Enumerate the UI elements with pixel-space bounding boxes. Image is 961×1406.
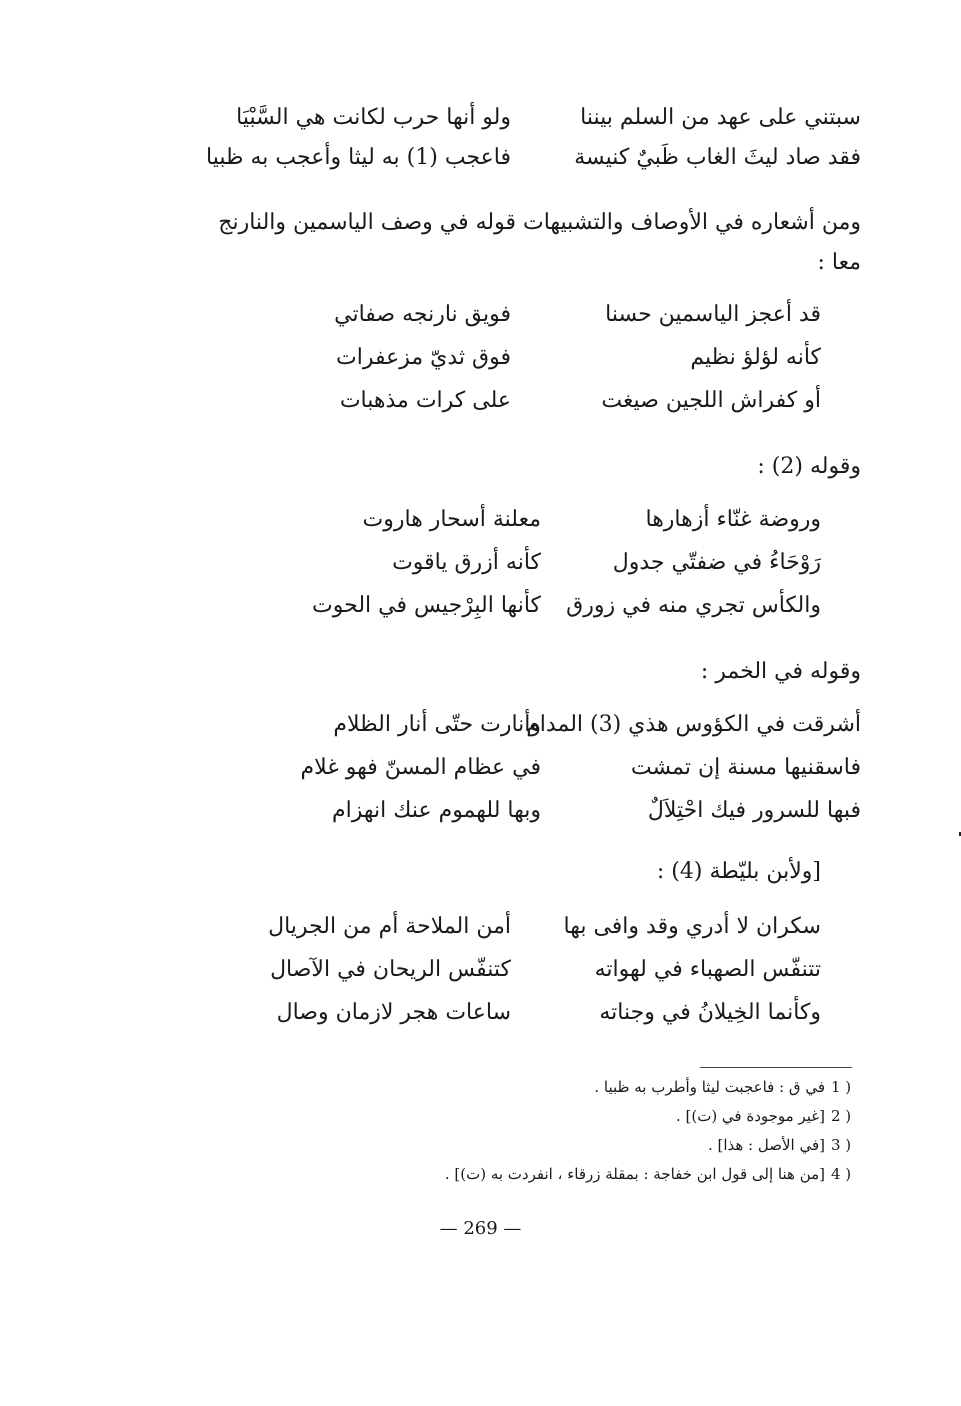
footnote-number: 3 ): [831, 1136, 852, 1154]
verse-line: [236, 103, 511, 133]
poem1-h2: فوق ثديّ مزعفرات: [336, 345, 511, 370]
poem3-h1: أشرقت في الكؤوس هذي (3) المدام: [526, 712, 861, 737]
page-number: — 269 —: [439, 1218, 522, 1239]
poem3-h2: في عظام المسنّ فهو غلام: [300, 755, 541, 780]
footnote-text: [غير موجودة في (ت)] .: [675, 1107, 825, 1125]
poem4-h2: أمن الملاحة أم من الجريال: [268, 914, 511, 939]
footnote-number: 1 ): [831, 1078, 852, 1096]
footnote-number: 2 ): [831, 1107, 852, 1125]
poem4-h2: ساعات هجر لازمان وصال: [276, 1000, 511, 1025]
verse-hemistich-second: فاعجب (1) به ليثا وأعجب به ظبيا: [206, 145, 511, 170]
poem1-h2: على كرات مذهبات: [339, 388, 511, 413]
poem1-h1: قد أعجز الياسمين حسنا: [605, 302, 821, 327]
verse-hemistich-first: سبتني على عهد من السلم بيننا: [580, 105, 861, 130]
poem2-h2: كأنها البِرْجيس في الحوت: [312, 593, 541, 618]
poem4-h1: وكأنما الخِيلانُ في وجناته: [599, 1000, 821, 1025]
poem3-h1: فاسقنيها مسنة إن تمشت: [630, 755, 861, 780]
footnote-text: [في الأصل : هذا] .: [707, 1136, 825, 1154]
poem3-h2: وبها للهموم عنك انهزام: [332, 798, 541, 823]
section-heading: وقوله (2) :: [757, 454, 861, 479]
poem3-h2: وأنارت حتّى أنار الظلام: [333, 712, 541, 737]
footnote: [708, 1134, 851, 1156]
footnote: [676, 1105, 851, 1127]
verse-line: [574, 143, 861, 173]
footnote-text: [من هنا إلى قول ابن خفاجة : بمقلة زرقاء ، انفردت به (ت)] .: [444, 1165, 825, 1183]
footnote: [594, 1076, 851, 1098]
section-heading: وقوله في الخمر :: [700, 659, 861, 684]
footnote-number: 4 ): [831, 1165, 852, 1183]
poem1-h1: أو كفراش اللجين صيغت: [601, 388, 821, 413]
footnote-divider: [700, 1067, 852, 1068]
footnote-text: في ق : فاعجبت ليثا وأطرب به ظبيا .: [594, 1078, 825, 1096]
poem4-h1: تتنفّس الصهباء في لهواته: [594, 957, 821, 982]
poem2-h1: وروضة غنّاء أزهارها: [645, 507, 821, 532]
verse-hemistich-second: ولو أنها حرب لكانت هي السَّبْيَا: [236, 105, 511, 130]
poem2-h1: رَوْحَاءُ في ضفتّي جدول: [612, 550, 821, 575]
poem1-h1: كأنه لؤلؤ نظيم: [690, 345, 821, 370]
verse-hemistich-first: فقد صاد ليثَ الغاب ظَبيٌ كنيسة: [574, 145, 861, 170]
poem4-h1: سكران لا أدري وقد وافى بها: [563, 914, 821, 939]
poem2-h2: كأنه أزرق ياقوت: [392, 550, 541, 575]
paragraph-line: ومن أشعاره في الأوصاف والتشبيهات قوله في وصف الياسمين والنارنج: [218, 210, 861, 235]
poem4-h2: كتنفّس الريحان في الآصال: [270, 957, 511, 982]
verse-line: [206, 143, 511, 173]
paragraph-line: معا :: [817, 250, 861, 275]
footnote: [445, 1163, 851, 1185]
poem2-h1: والكأس تجري منه في زورق: [566, 593, 821, 618]
section-heading: [ولأبن بليّطة (4) :: [656, 859, 821, 884]
poem3-h1: فبها للسرور فيك احْتِلاَلٌ: [647, 798, 861, 823]
verse-line: [580, 103, 861, 133]
poem1-h2: فويق نارنجه صفاتي: [334, 302, 511, 327]
poem2-h2: معلنة أسحار هاروت: [362, 507, 541, 532]
